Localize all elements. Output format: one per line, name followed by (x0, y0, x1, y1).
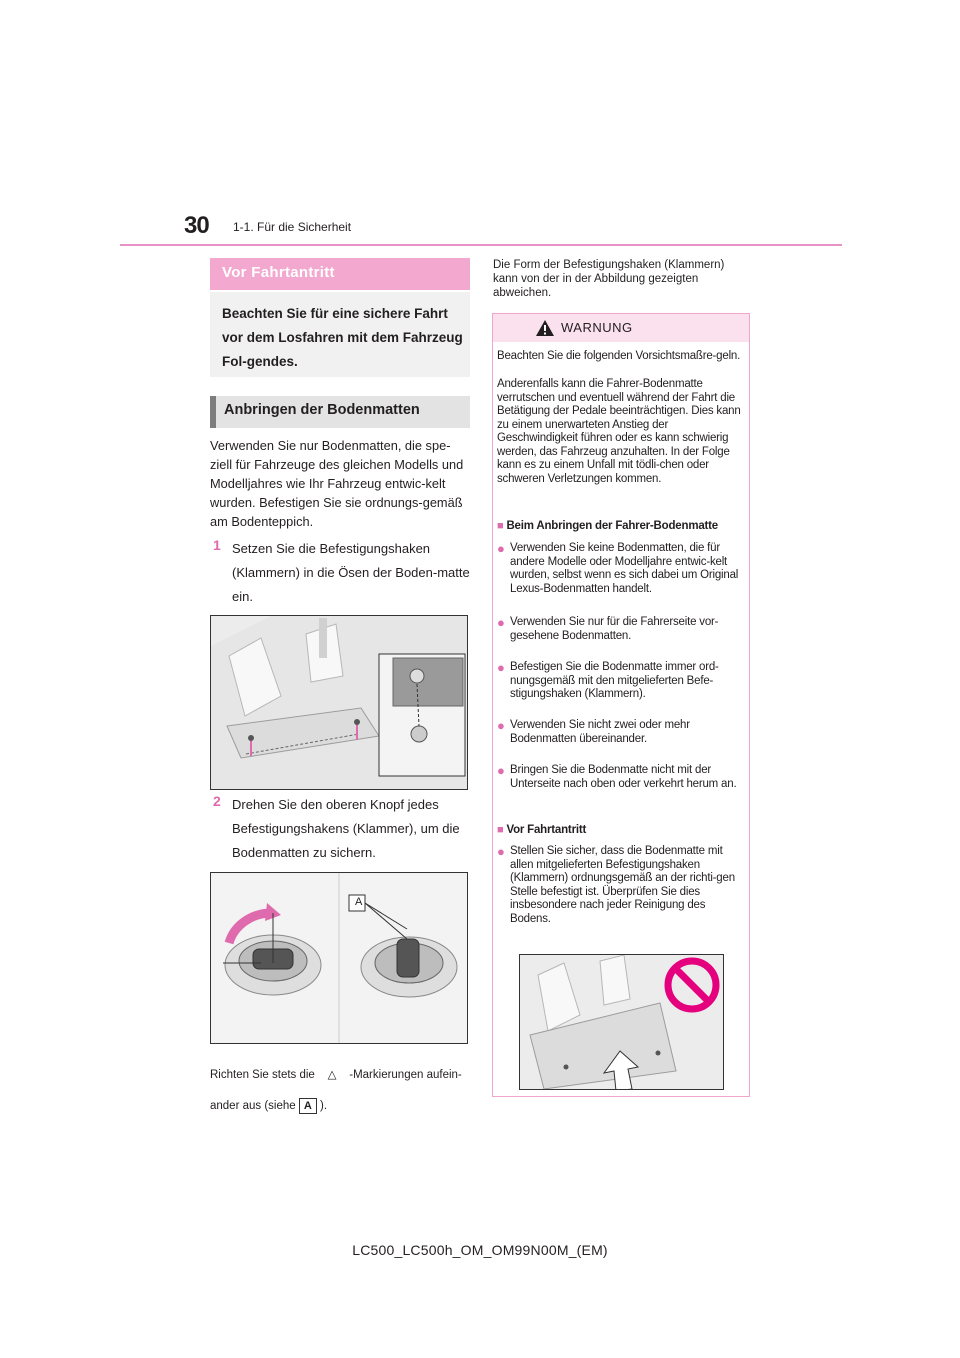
hook-shape-note: Die Form der Befestigungshaken (Klammern) kann von der in der Abbildung gezeigten abweichen. (493, 259, 725, 299)
warning-heading-1 (497, 520, 745, 534)
warning-item (497, 661, 745, 702)
warning-p1: Beachten Sie die folgenden Vorsichtsmaßre-geln. (497, 350, 741, 362)
figure-incorrect-mat (519, 954, 724, 1090)
caption-part1: Richten Sie stets die (210, 1069, 315, 1081)
section-bar-title: Vor Fahrtantritt (222, 264, 335, 281)
warning-p2: Anderenfalls kann die Fahrer-Bodenmatte verrutschen und eventuell während der Fahrt die Betätigung der Pedale beeinträchtigen. Dies kann zu einem unerwarteten Anstieg der Geschwindigkeit führen oder es kann schwierig werden, das Fahrzeug anzuhalten. In der Folge kann es zu einem Unfall mit tödli-chen oder schweren Verletzungen kommen. (497, 378, 741, 485)
figure-knob-rotation (210, 872, 468, 1044)
warning-item-text: Befestigen Sie die Bodenmatte immer ord-nungsgemäß mit den mitgelieferten Befe-stigungshaken (Klammern). (510, 661, 719, 700)
figure-floor-mat-hooks (210, 615, 468, 790)
warning-item-text: Verwenden Sie nur für die Fahrerseite vor-gesehene Bodenmatten. (510, 616, 719, 642)
intro-text: Beachten Sie für eine sichere Fahrt vor dem Losfahren mit dem Fahrzeug Fol-gendes. (222, 306, 463, 369)
warning-heading-1-text: Beim Anbringen der Fahrer-Bodenmatte (506, 520, 718, 532)
document-code: LC500_LC500h_OM_OM99N00M_(EM) (352, 1242, 608, 1258)
bullet-dot-icon: ● (497, 718, 505, 733)
figure-label-a: A (355, 896, 363, 908)
square-bullet-icon: ■ (497, 824, 504, 836)
warning-item-text: Verwenden Sie keine Bodenmatten, die für andere Modelle oder Modelljahre entwic-kelt wurden, selbst wenn es sich dabei um Original Lexus-Bodenmatten handelt. (510, 542, 739, 595)
bullet-dot-icon: ● (497, 615, 505, 630)
header-rule (120, 244, 842, 246)
mat-paragraph: Verwenden Sie nur Bodenmatten, die spe-ziell für Fahrzeuge des gleichen Modells und Modelljahres wie Ihr Fahrzeug entwic-kelt wurden. Befestigen Sie sie ordnungs-gemäß am Bodenteppich. (210, 438, 464, 529)
step-1-number: 1 (213, 537, 221, 553)
section-title: 1-1. Für die Sicherheit (233, 220, 352, 234)
intro-box (210, 292, 470, 377)
warning-header (493, 314, 749, 342)
warning-item-text: Stellen Sie sicher, dass die Bodenmatte mit allen mitgelieferten Befestigungshaken (Klammern) ordnungsgemäß an der richti-gen Stelle befestigt ist. Überprüfen Sie dies insbesondere nach jeder Reinigung des Bodens. (510, 845, 735, 925)
floor-mat-illustration (211, 616, 468, 790)
section-bar (210, 258, 470, 290)
bullet-dot-icon: ● (497, 660, 505, 675)
square-bullet-icon: ■ (497, 520, 504, 532)
caption-label-a: A (299, 1098, 317, 1114)
figure-caption (210, 1060, 475, 1122)
subheading-bar (210, 396, 470, 428)
warning-item (497, 616, 745, 643)
warning-item (497, 719, 745, 746)
warning-item-text: Verwenden Sie nicht zwei oder mehr Bodenmatten übereinander. (510, 719, 690, 745)
warning-heading-2 (497, 824, 745, 838)
warning-triangle-icon (535, 319, 555, 337)
caption-end: ). (320, 1100, 328, 1112)
step-2-number: 2 (213, 793, 221, 809)
incorrect-mat-illustration (520, 955, 724, 1090)
bullet-dot-icon: ● (497, 844, 505, 859)
warning-item (497, 845, 745, 926)
warning-box (492, 313, 750, 1097)
warning-item (497, 764, 745, 791)
warning-title: WARNUNG (561, 320, 633, 335)
step-1-text: Setzen Sie die Befestigungshaken (Klammern) in die Ösen der Boden-matte ein. (232, 541, 470, 604)
knob-illustration (211, 873, 468, 1044)
warning-heading-2-text: Vor Fahrtantritt (506, 824, 587, 836)
triangle-mark-icon: △ (327, 1069, 337, 1081)
bullet-dot-icon: ● (497, 763, 505, 778)
caption-part2: -Markierungen aufein-ander aus (siehe (210, 1069, 462, 1112)
warning-item-text: Bringen Sie die Bodenmatte nicht mit der Unterseite nach oben oder verkehrt herum an. (510, 764, 737, 790)
warning-item (497, 542, 745, 596)
step-2-text: Drehen Sie den oberen Knopf jedes Befestigungshakens (Klammer), um die Bodenmatten zu sichern. (232, 797, 460, 860)
bullet-dot-icon: ● (497, 541, 505, 556)
subheading: Anbringen der Bodenmatten (224, 402, 420, 418)
page-number: 30 (184, 212, 209, 239)
